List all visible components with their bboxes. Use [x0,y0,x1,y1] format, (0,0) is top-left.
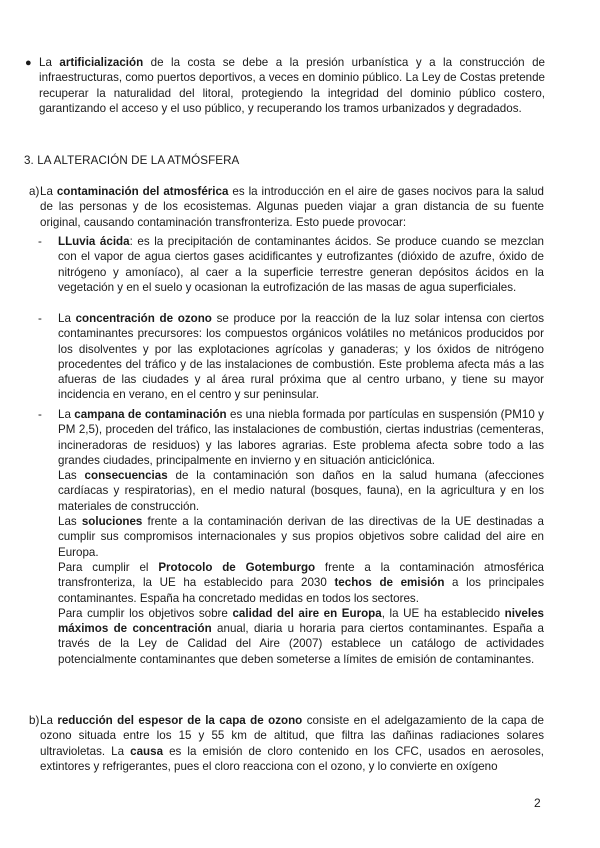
paragraph-a-text: La contaminación del atmosférica es la introducción en el aire de gases nocivos para la salud de las personas y de los ecosistemas. Algunas pueden viajar a gran distancia de su fuente original, causando contaminación transfronteriza. Esto puede provocar: [40,185,544,229]
soluciones-text: Las soluciones frente a la contaminación derivan de las directivas de la UE destinadas a cumplir sus compromisos internacionales y sus propios objetivos sobre calidad del aire en Europa. [58,515,544,559]
paragraph-b-text: La reducción del espesor de la capa de ozono consiste en el adelgazamiento de la capa de ozono situada entre los 15 y 55 km de altitud, que filtra las dañinas radiaciones solares ultravioletas. La causa es la emisión de cloro contenido en los CFC, usados en aerosoles, extintores y refrigerantes, pues el cloro reacciona con el ozono, y lo convierte en oxígeno [40,714,544,773]
item-lluvia-acida [38,234,545,295]
item-campana-contaminacion [38,407,545,667]
dash-marker: - [38,312,42,325]
item-concentracion-ozono [38,311,544,403]
gotemburgo-text: Para cumplir el Protocolo de Gotemburgo frente a la contaminación atmosférica transfronteriza, la UE ha establecido para 2030 techos de emisión a los principales contaminantes. España ha concretado medidas en todos los sectores. [58,560,545,605]
page-number: 2 [534,796,541,810]
paragraph-a-label: a) [29,185,40,198]
dash-marker: - [38,408,42,421]
paragraph-a [29,184,544,230]
dash-marker: - [38,235,42,248]
paragraph-b [29,713,544,774]
bullet-text: La artificialización de la costa se debe a la presión urbanística y a la construcción de infraestructuras, como puertos deportivos, a veces en dominio público. La Ley de Costas pretende recuperar la naturalidad del litoral, protegiendo la integridad del dominio público costero, garantizando el acceso y el uso público, y recuperando los tramos urbanizados y degradados. [39,56,545,115]
consecuencias-text: Las consecuencias de la contaminación son daños en la salud humana (afecciones cardíacas y respiratorias), en el medio natural (bosques, fauna), en la agricultura y en los materiales de construcción. [58,469,544,513]
calidad-aire-text: Para cumplir los objetivos sobre calidad del aire en Europa, la UE ha establecido niveles máximos de concentración anual, diaria u horaria para ciertos contaminantes. España a través de la Ley de Calidad del Aire (2007) establece un catálogo de actividades potencialmente contaminantes que deben someterse a límites de emisión de contaminantes. [58,606,544,666]
section-heading: 3. LA ALTERACIÓN DE LA ATMÓSFERA [24,154,240,167]
item-text: La concentración de ozono se produce por la reacción de la luz solar intensa con ciertos contaminantes precursores: los compuestos orgánicos volátiles no metánicos producidos por los disolventes y por las explotaciones agrícolas y ganaderas; y los óxidos de nitrógeno procedentes del tráfico y de las instalaciones de combustión. Este problema afecta más a las afueras de las ciudades y al área rural próxima que al centro urbano, y tiene su mayor incidencia en verano, en el centro y sur peninsular. [58,312,544,402]
item-text: LLuvia ácida: es la precipitación de contaminantes ácidos. Se produce cuando se mezclan con el vapor de agua ciertos gases acidificantes y eutrofizantes (dióxido de azufre, óxido de nitrógeno y amoníaco), al caer a la superficie terrestre generan depósitos ácidos en la vegetación y en el suelo y ocasionan la eutrofización de las masas de agua superficiales. [58,235,545,294]
bullet-icon: ● [25,57,32,69]
paragraph-b-label: b) [29,714,40,727]
bullet-artificializacion [25,55,545,116]
item-text: La campana de contaminación es una niebla formada por partículas en suspensión (PM10 y PM 2,5), proceden del tráfico, las instalaciones de combustión, ciertas industrias (cementeras, incineradoras de residuos) y las labores agrarias. Este problema afecta sobre todo a las grandes ciudades, principalmente en invierno y en situación anticiclónica. [58,408,544,467]
